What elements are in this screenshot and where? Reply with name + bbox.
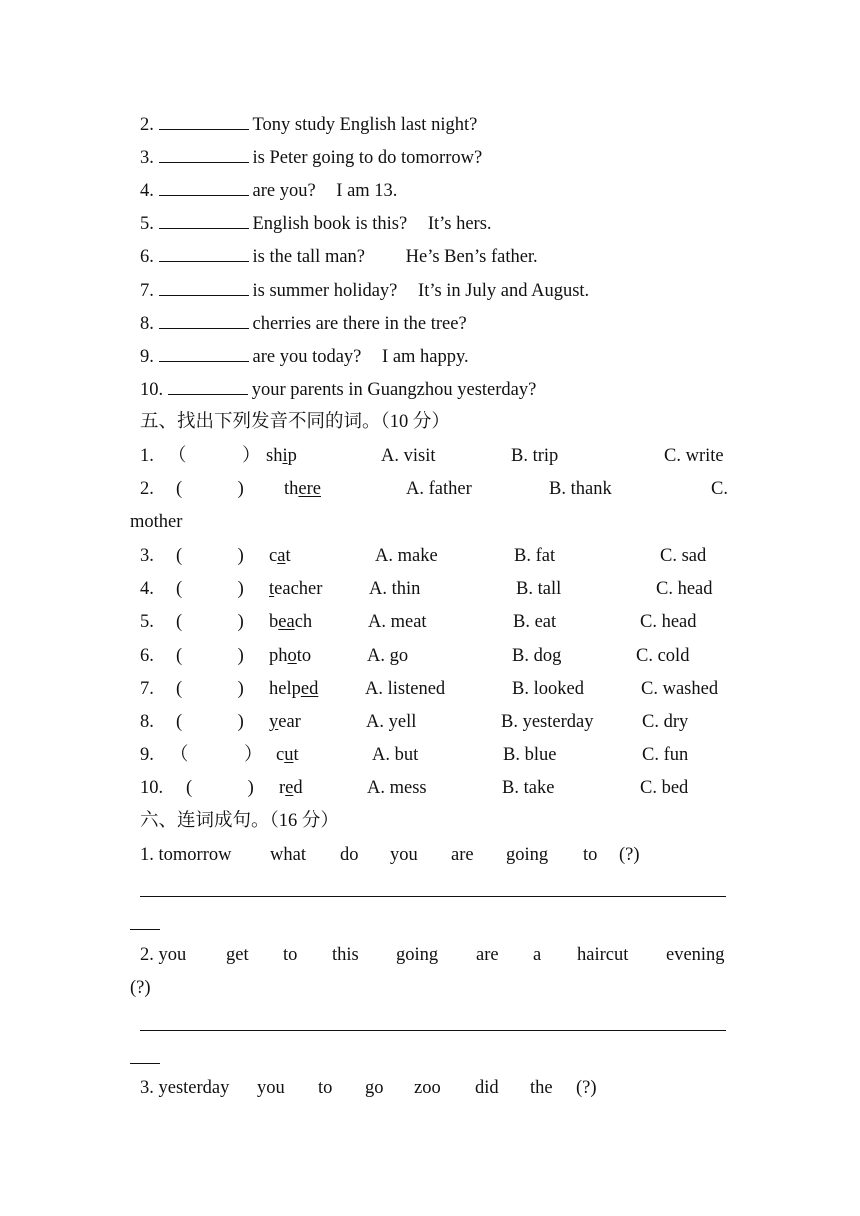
question-number: 7. — [140, 281, 154, 301]
item-number: 7. — [140, 679, 154, 699]
question-text: is Peter going to do tomorrow? — [252, 148, 483, 168]
question-text: English book is this? — [252, 214, 408, 234]
answer-paren[interactable]: ( ) — [186, 778, 254, 798]
question-number: 8. — [140, 314, 154, 334]
word: do — [340, 845, 359, 865]
answer-blank[interactable] — [168, 378, 248, 395]
answer-paren[interactable]: ( ) — [176, 579, 244, 599]
option-c: C. washed — [641, 679, 719, 699]
option-b: B. dog — [512, 646, 562, 666]
item-number: 1. tomorrow — [140, 845, 232, 865]
question-number: 4. — [140, 181, 154, 201]
section-6-heading: 六、连词成句。（16 分） — [140, 811, 339, 831]
item-number: 6. — [140, 646, 154, 666]
word: (?) — [130, 978, 151, 998]
answer-line[interactable] — [140, 896, 726, 897]
question-9 — [140, 345, 469, 368]
option-a: A. make — [375, 546, 438, 566]
answer-text: It’s in July and August. — [418, 281, 590, 301]
option-a: A. visit — [381, 446, 436, 466]
word: did — [475, 1078, 499, 1098]
question-text: your parents in Guangzhou yesterday? — [251, 380, 537, 400]
question-number: 5. — [140, 214, 154, 234]
word: to — [283, 945, 298, 965]
question-7 — [140, 279, 589, 302]
option-b: B. trip — [511, 446, 559, 466]
word: (?) — [619, 845, 640, 865]
question-text: Tony study English last night? — [252, 115, 478, 135]
answer-line-continuation — [130, 1063, 160, 1064]
question-number: 3. — [140, 148, 154, 168]
question-text: are you today? — [252, 347, 362, 367]
option-a: A. thin — [369, 579, 421, 599]
target-word: cat — [269, 546, 291, 566]
item-number: 3. — [140, 546, 154, 566]
question-8 — [140, 312, 467, 335]
word: are — [451, 845, 474, 865]
answer-paren[interactable]: ( ) — [176, 646, 244, 666]
option-a: A. mess — [367, 778, 427, 798]
question-text: are you? — [252, 181, 316, 201]
question-number: 10. — [140, 380, 164, 400]
option-b: B. eat — [513, 612, 557, 632]
answer-blank[interactable] — [159, 345, 249, 362]
answer-paren[interactable]: ( ) — [176, 679, 244, 699]
word: haircut — [577, 945, 629, 965]
word: going — [506, 845, 549, 865]
question-6 — [140, 245, 538, 268]
option-c: C. head — [640, 612, 697, 632]
target-word: photo — [269, 646, 312, 666]
word: zoo — [414, 1078, 441, 1098]
item-number: 5. — [140, 612, 154, 632]
item-number: 2. you — [140, 945, 187, 965]
item-number: 2. — [140, 479, 154, 499]
answer-line-continuation — [130, 929, 160, 930]
answer-paren[interactable]: ( ) — [176, 546, 244, 566]
item-number: 8. — [140, 712, 154, 732]
answer-blank[interactable] — [159, 146, 249, 163]
option-c: C. bed — [640, 778, 689, 798]
answer-text: I am happy. — [382, 347, 469, 367]
question-2 — [140, 113, 477, 136]
option-c: C. — [711, 479, 728, 499]
target-word: teacher — [269, 579, 323, 599]
target-word: year — [269, 712, 301, 732]
option-a: A. father — [406, 479, 472, 499]
answer-text: I am 13. — [336, 181, 398, 201]
word: (?) — [576, 1078, 597, 1098]
option-c: C. fun — [642, 745, 689, 765]
word: evening — [666, 945, 725, 965]
answer-paren[interactable]: ( ) — [176, 612, 244, 632]
word: you — [390, 845, 418, 865]
word: what — [270, 845, 306, 865]
answer-paren[interactable]: （ ） — [168, 446, 261, 466]
target-word: beach — [269, 612, 313, 632]
question-4 — [140, 179, 397, 202]
question-number: 9. — [140, 347, 154, 367]
question-10 — [140, 378, 536, 401]
target-word: ship — [266, 446, 297, 466]
word: to — [318, 1078, 333, 1098]
answer-blank[interactable] — [159, 279, 249, 296]
word: are — [476, 945, 499, 965]
question-text: is the tall man? — [252, 247, 366, 267]
word: go — [365, 1078, 384, 1098]
item-number: 1. — [140, 446, 154, 466]
word: going — [396, 945, 439, 965]
option-a: A. meat — [368, 612, 427, 632]
answer-line[interactable] — [140, 1030, 726, 1031]
option-c: C. dry — [642, 712, 689, 732]
option-b: B. blue — [503, 745, 557, 765]
option-c: C. head — [656, 579, 713, 599]
question-number: 2. — [140, 115, 154, 135]
item-number: 3. yesterday — [140, 1078, 230, 1098]
word: a — [533, 945, 542, 965]
answer-paren[interactable]: （ ） — [170, 745, 263, 765]
option-c-wrap: mother — [130, 512, 183, 532]
option-b: B. fat — [514, 546, 556, 566]
question-text: cherries are there in the tree? — [252, 314, 467, 334]
item-number: 4. — [140, 579, 154, 599]
option-a: A. go — [367, 646, 409, 666]
answer-blank[interactable] — [159, 179, 249, 196]
section-5-heading: 五、找出下列发音不同的词。（10 分） — [140, 412, 450, 432]
question-3 — [140, 146, 482, 169]
target-word: cut — [276, 745, 299, 765]
answer-text: It’s hers. — [427, 214, 492, 234]
option-a: A. yell — [366, 712, 417, 732]
word: you — [257, 1078, 285, 1098]
word: this — [332, 945, 359, 965]
option-c: C. cold — [636, 646, 690, 666]
item-number: 10. — [140, 778, 164, 798]
question-5 — [140, 212, 492, 235]
option-b: B. looked — [512, 679, 584, 699]
option-b: B. tall — [516, 579, 562, 599]
answer-blank[interactable] — [159, 312, 249, 329]
target-word: there — [284, 479, 321, 499]
word: to — [583, 845, 598, 865]
word: the — [530, 1078, 553, 1098]
option-a: A. listened — [365, 679, 446, 699]
answer-blank[interactable] — [159, 212, 249, 229]
option-c: C. sad — [660, 546, 707, 566]
word: get — [226, 945, 249, 965]
answer-paren[interactable]: ( ) — [176, 479, 244, 499]
question-number: 6. — [140, 247, 154, 267]
answer-blank[interactable] — [159, 245, 249, 262]
option-b: B. take — [502, 778, 555, 798]
target-word: helped — [269, 679, 319, 699]
option-a: A. but — [372, 745, 419, 765]
option-c: C. write — [664, 446, 724, 466]
answer-paren[interactable]: ( ) — [176, 712, 244, 732]
option-b: B. thank — [549, 479, 612, 499]
target-word: red — [279, 778, 303, 798]
item-number: 9. — [140, 745, 154, 765]
question-text: is summer holiday? — [252, 281, 398, 301]
option-b: B. yesterday — [501, 712, 594, 732]
answer-text: He’s Ben’s father. — [405, 247, 538, 267]
answer-blank[interactable] — [159, 113, 249, 130]
